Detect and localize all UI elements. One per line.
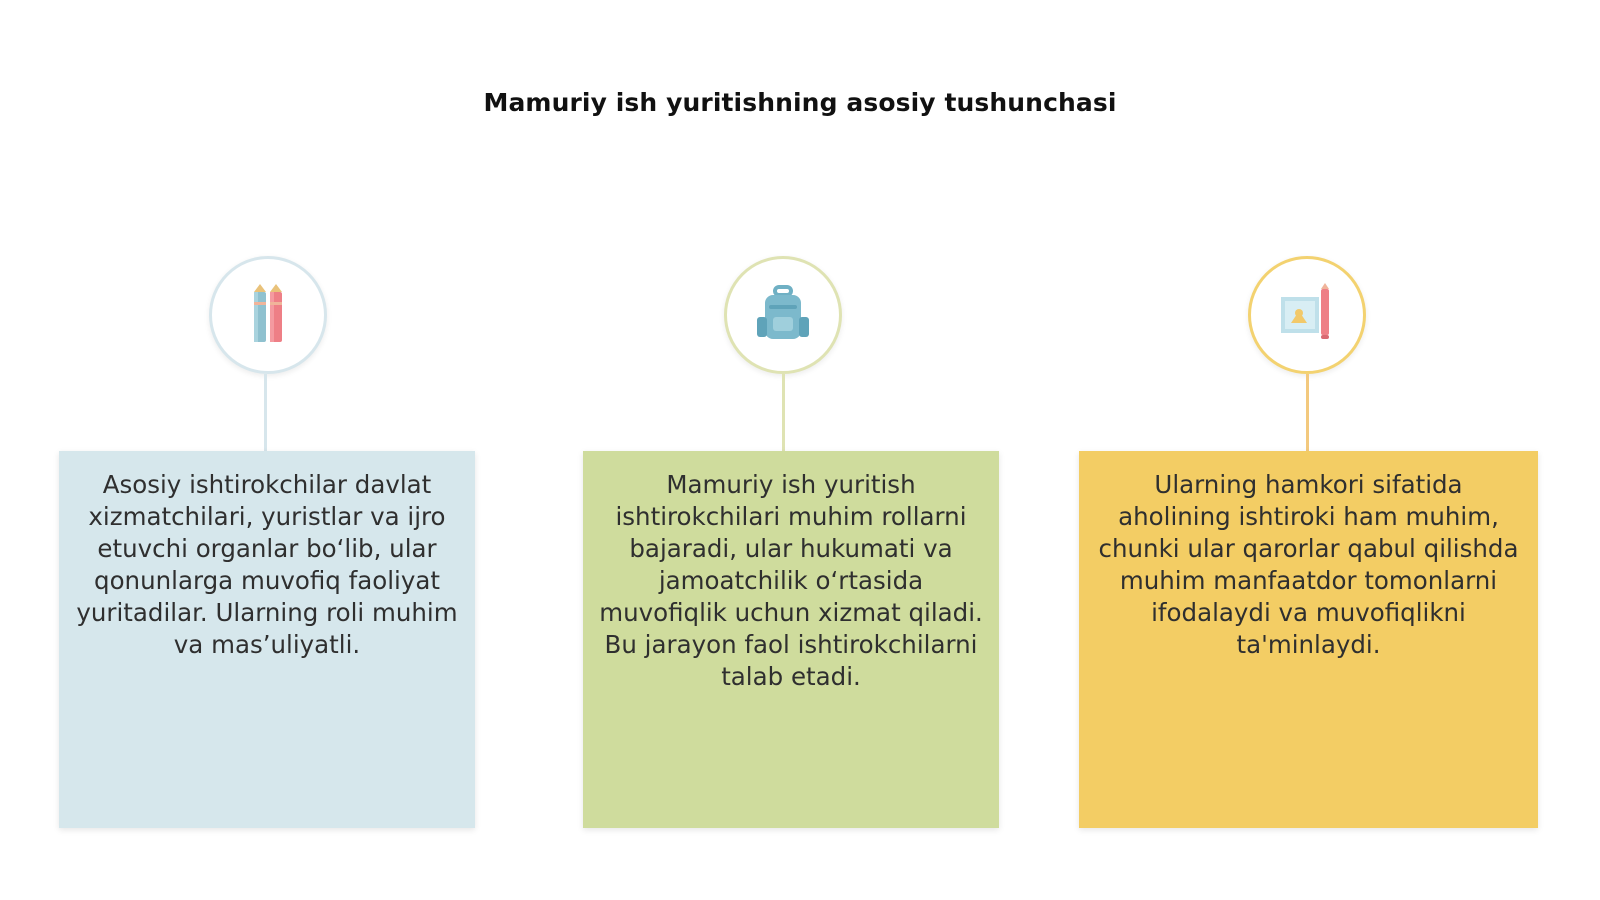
drawing-board-icon	[1275, 283, 1339, 347]
pencils-icon-circle	[209, 256, 327, 374]
pencils-icon	[238, 282, 298, 348]
card-text: Asosiy ishtirokchilar davlat xizmatchilari, yuristlar va ijro etuvchi organlar bo‘lib, ular qonunlarga muvofiq faoliyat yuritadilar. Ularning roli muhim va mas’uliyatli.	[76, 470, 458, 659]
backpack-icon	[751, 283, 815, 347]
connector-line	[264, 374, 267, 452]
info-card	[1079, 451, 1538, 828]
diagram-title: Mamuriy ish yuritishning asosiy tushunchasi	[483, 88, 1117, 117]
drawing-board-icon-circle	[1248, 256, 1366, 374]
info-card	[59, 451, 475, 828]
info-card	[583, 451, 999, 828]
backpack-icon-circle	[724, 256, 842, 374]
card-text: Ularning hamkori sifatida aholining ishtiroki ham muhim, chunki ular qarorlar qabul qilishda muhim manfaatdor tomonlarni ifodalaydi va muvofiqlikni ta'minlaydi.	[1098, 470, 1519, 659]
connector-line	[782, 374, 785, 452]
connector-line	[1306, 374, 1309, 452]
card-text: Mamuriy ish yuritish ishtirokchilari muhim rollarni bajaradi, ular hukumati va jamoatchilik o‘rtasida muvofiqlik uchun xizmat qiladi. Bu jarayon faol ishtirokchilarni talab etadi.	[599, 470, 983, 691]
